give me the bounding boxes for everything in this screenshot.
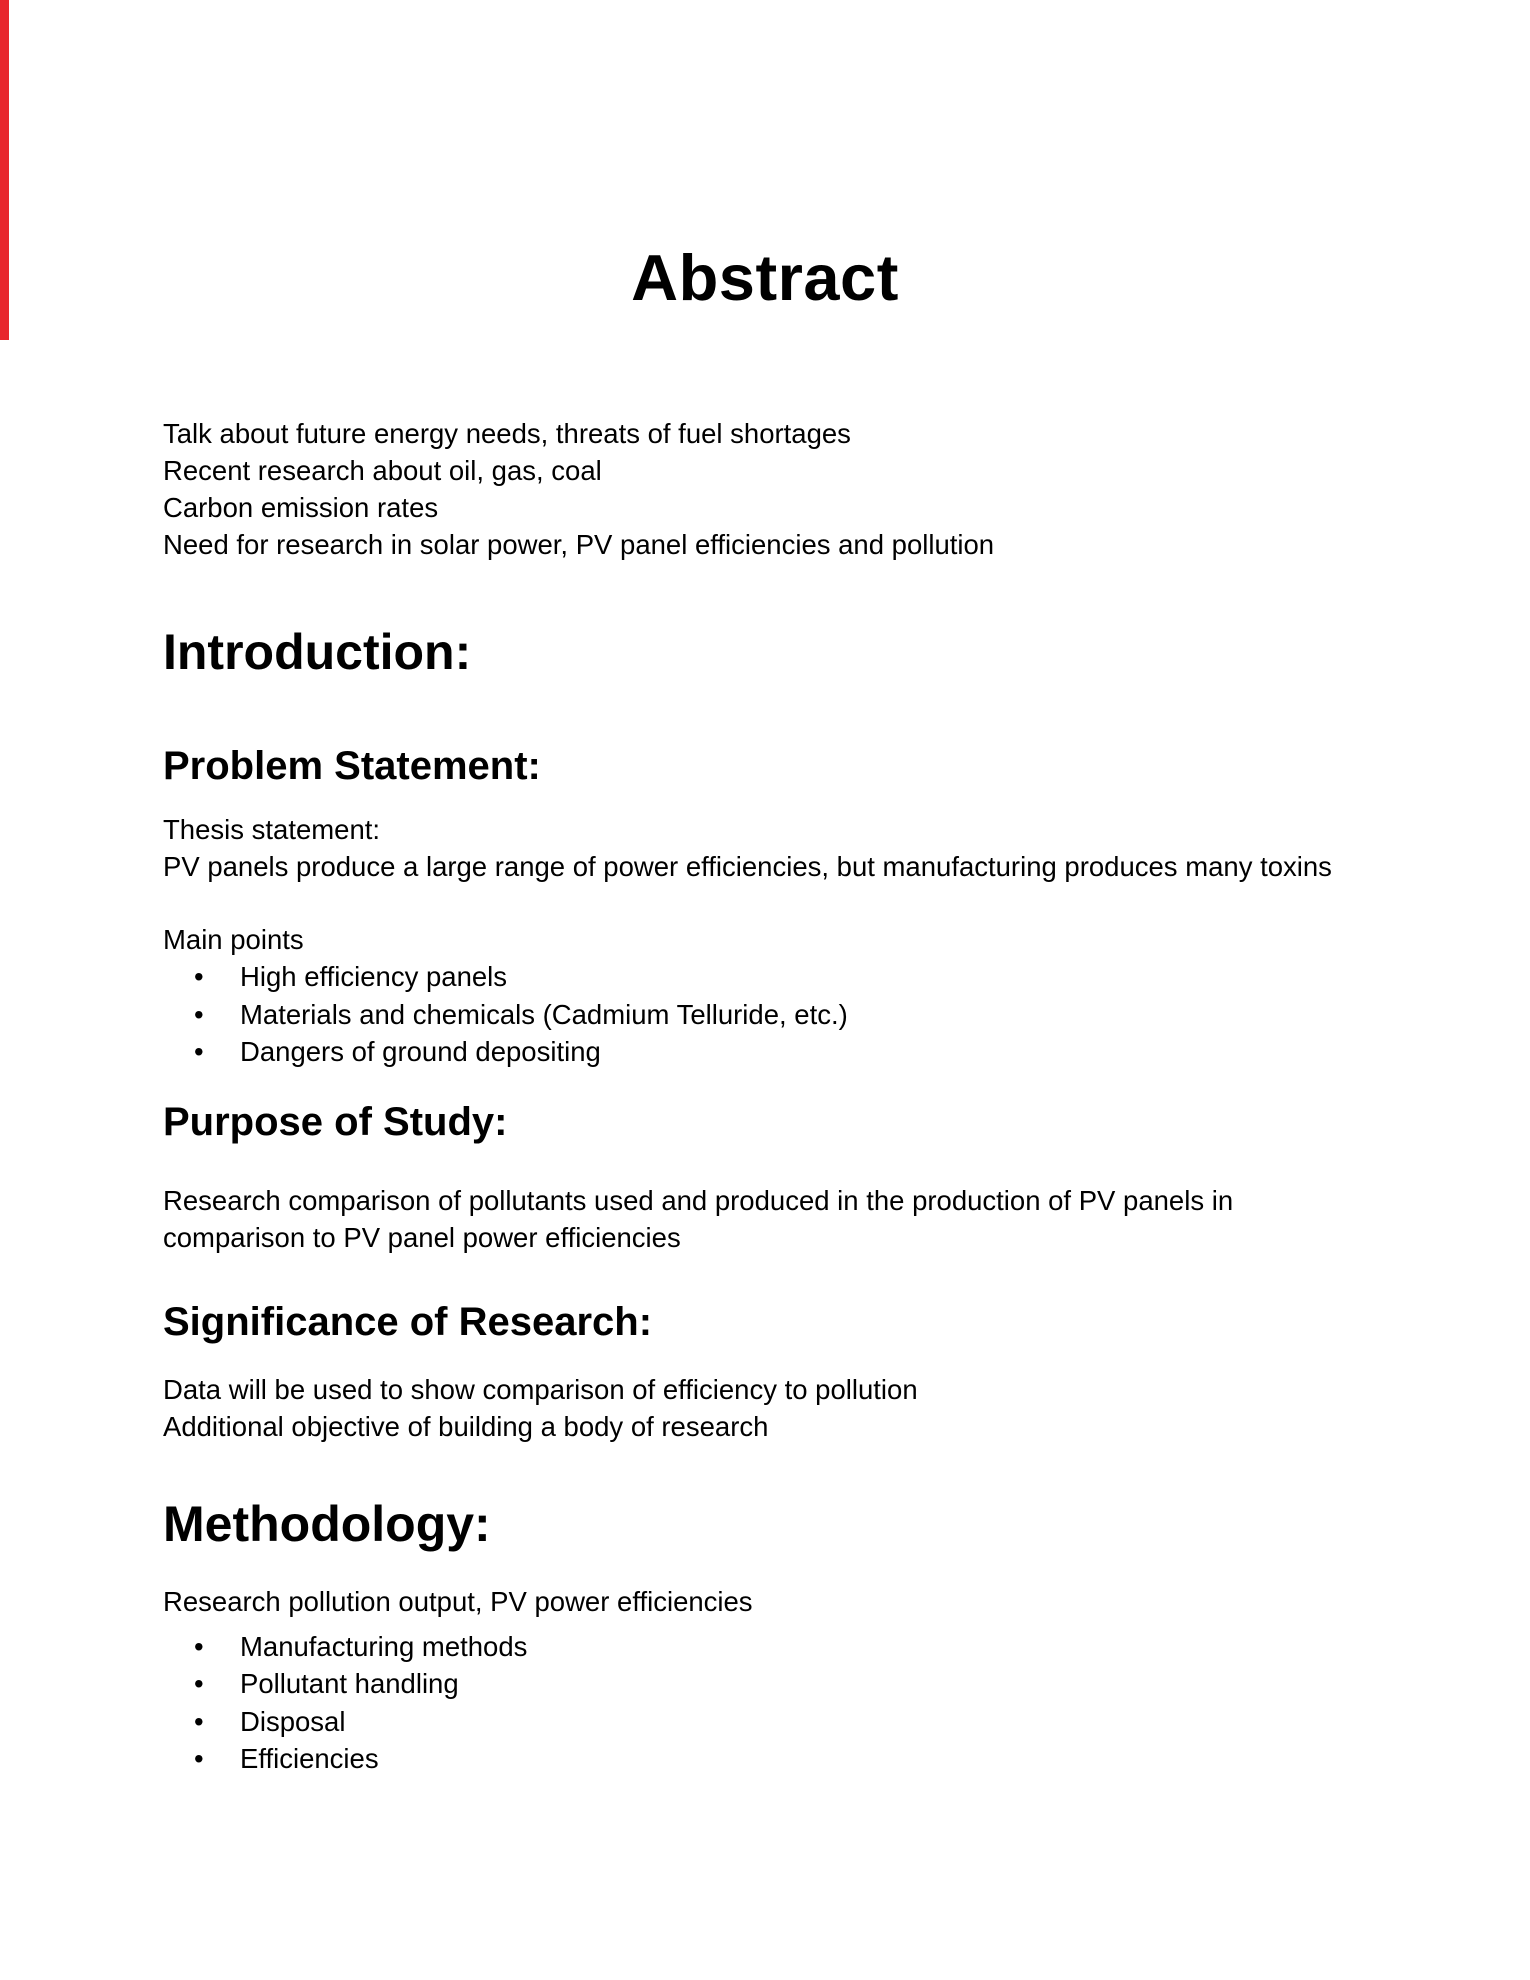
text-line: Research pollution output, PV power efficiencies bbox=[163, 1585, 753, 1617]
text-line: Carbon emission rates bbox=[163, 492, 439, 523]
section-heading: Methodology: bbox=[163, 1495, 491, 1552]
bullet-item-text: Manufacturing methods bbox=[240, 1630, 528, 1662]
text-line: PV panels produce a large range of power efficiencies, but manufacturing produces many toxins bbox=[163, 851, 1332, 882]
text-line: Talk about future energy needs, threats of fuel shortages bbox=[163, 418, 851, 449]
text-line: Thesis statement: bbox=[163, 814, 381, 845]
document-content bbox=[163, 240, 1367, 1778]
text-line: Research comparison of pollutants used and produced in the production of PV panels in bbox=[163, 1184, 1234, 1216]
text-line: Recent research about oil, gas, coal bbox=[163, 455, 602, 486]
bullet-dot-icon: • bbox=[194, 1705, 204, 1737]
paragraph bbox=[163, 415, 1367, 563]
bullet-item bbox=[163, 1033, 1367, 1071]
subsection-heading: Purpose of Study: bbox=[163, 1099, 508, 1144]
bullet-dot-icon: • bbox=[194, 1036, 204, 1067]
text-line: Data will be used to show comparison of efficiency to pollution bbox=[163, 1373, 918, 1405]
text-line: Main points bbox=[163, 924, 304, 955]
paragraph bbox=[163, 1371, 1367, 1445]
section-heading: Introduction: bbox=[163, 624, 472, 680]
bullet-item bbox=[163, 1665, 1367, 1703]
text-line: Need for research in solar power, PV panel efficiencies and pollution bbox=[163, 529, 995, 560]
bullet-item-text: High efficiency panels bbox=[240, 961, 508, 992]
bullet-item bbox=[163, 996, 1367, 1034]
paragraph bbox=[163, 1583, 1367, 1620]
bullet-item bbox=[163, 1703, 1367, 1741]
paragraph bbox=[163, 921, 1367, 958]
bullet-item-text: Disposal bbox=[240, 1705, 346, 1737]
bullet-dot-icon: • bbox=[194, 1668, 204, 1699]
subsection-heading: Problem Statement: bbox=[163, 744, 541, 788]
bullet-dot-icon: • bbox=[194, 1743, 204, 1774]
bullet-item-text: Dangers of ground depositing bbox=[240, 1036, 601, 1067]
bullet-item-text: Efficiencies bbox=[240, 1743, 379, 1774]
bullet-item bbox=[163, 1740, 1367, 1778]
text-line: comparison to PV panel power efficiencies bbox=[163, 1221, 681, 1253]
text-line: Additional objective of building a body of research bbox=[163, 1410, 769, 1442]
bullet-item-text: Pollutant handling bbox=[240, 1668, 459, 1699]
bullet-dot-icon: • bbox=[194, 1630, 204, 1662]
bullet-dot-icon: • bbox=[194, 998, 204, 1030]
left-edge-red-mark bbox=[0, 0, 9, 340]
bullet-item-text: Materials and chemicals (Cadmium Telluride, etc.) bbox=[240, 998, 848, 1030]
bullet-item bbox=[163, 1628, 1367, 1666]
paragraph bbox=[163, 811, 1367, 885]
subsection-heading: Significance of Research: bbox=[163, 1299, 653, 1344]
bullet-list bbox=[163, 958, 1367, 1071]
bullet-item bbox=[163, 958, 1367, 996]
bullet-dot-icon: • bbox=[194, 961, 204, 992]
document-title: Abstract bbox=[631, 241, 899, 314]
bullet-list bbox=[163, 1628, 1367, 1778]
paragraph bbox=[163, 1182, 1367, 1256]
